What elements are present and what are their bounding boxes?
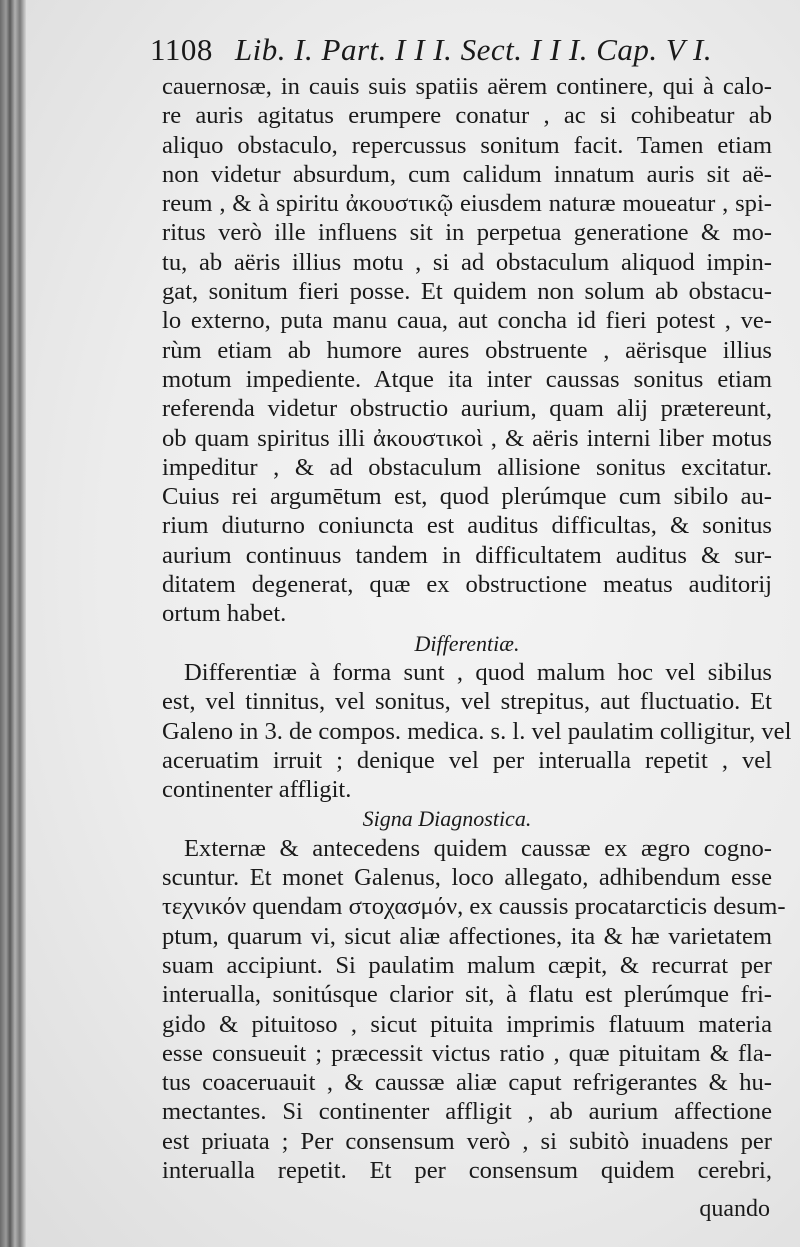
running-header [150,32,780,68]
text-line: interualla repetit. Et per consensum quidem cerebri, [162,1156,772,1184]
text-line: impeditur , & ad obstaculum allisione sonitus excitatur. [162,453,772,481]
text-line: aurium continuus tandem in difficultatem auditus & sur- [162,541,772,569]
text-line: gido & pituitoso , sicut pituita imprimis flatuum materia [162,1010,772,1038]
text-line: ptum, quarum vi, sicut aliæ affectiones, ita & hæ varietatem [162,922,772,950]
text-line: Cuius rei argumētum est, quod plerúmque cum sibilo au- [162,483,772,511]
text-line: suam accipiunt. Si paulatim malum cæpit, & recurrat per [162,951,772,979]
paragraph-block-2 [162,658,792,804]
catchword: quando [699,1196,770,1222]
book-binding [0,0,26,1247]
text-line: tus coaceruauit , & caussæ aliæ caput refrigerantes & hu- [162,1069,772,1097]
text-line: ob quam spiritus illi ἀκουστικοὶ , & aëris interni liber motus [162,424,772,452]
text-line: ditatem degenerat, quæ ex obstructione meatus auditorij [162,571,772,599]
text-line: lo externo, puta manu caua, aut concha id fieri potest , ve- [162,307,772,335]
text-line: Externæ & antecedens quidem caussæ ex ægro cogno- [184,834,772,862]
text-line: scuntur. Et monet Galenus, loco allegato, adhibendum esse [162,864,772,892]
paragraph-block-1 [162,72,772,629]
text-line: Differentiæ à forma sunt , quod malum hoc vel sibilus [184,658,772,686]
text-line: motum impediente. Atque ita inter caussas sonitus etiam [162,365,772,393]
section-heading-signa: Signa Diagnostica. [362,806,532,832]
text-line: non videtur absurdum, cum calidum innatum auris sit aë- [162,160,772,188]
text-line: rùm etiam ab humore aures obstruente , aërisque illius [162,336,772,364]
text-line: rium diuturno coniuncta est auditus difficultas, & sonitus [162,512,772,540]
text-line: aceruatim irruit ; denique vel per interualla repetit , vel [162,746,772,774]
section-heading-differentiae: Differentiæ. [414,630,520,656]
text-line: reum , & à spiritu ἀκουστικῷ eiusdem naturæ moueatur , spi- [162,190,772,218]
text-line: τεχνικόν quendam στοχασμόν, ex caussis procatarcticis desum- [162,893,786,921]
page-number: 1108 [150,32,213,67]
text-line: esse consueuit ; præcessit victus ratio , quæ pituitam & fla- [162,1039,772,1067]
text-line: gat, sonitum fieri posse. Et quidem non solum ab obstacu- [162,278,772,306]
text-line: aliquo obstaculo, repercussus sonitum facit. Tamen etiam [162,131,772,159]
text-line: tu, ab aëris illius motu , si ad obstaculum aliquod impin- [162,248,772,276]
text-line: referenda videtur obstructio aurium, quam alij prætereunt, [162,395,772,423]
running-title: Lib. I. Part. I I I. Sect. I I I. Cap. V I. [234,32,713,67]
text-line: continenter affligit. [162,776,352,804]
text-line: est priuata ; Per consensum verò , si subitò inuadens per [162,1127,772,1155]
text-line: est, vel tinnitus, vel sonitus, vel strepitus, aut fluctuatio. Et [162,688,772,716]
text-line: re auris agitatus erumpere conatur , ac si cohibeatur ab [162,102,772,130]
text-line: Galeno in 3. de compos. medica. s. l. vel paulatim colligitur, vel [162,717,792,745]
text-line: mectantes. Si continenter affligit , ab aurium affectione [162,1098,772,1126]
paragraph-block-3 [162,834,786,1186]
text-line: cauernosæ, in cauis suis spatiis aërem continere, qui à calo- [162,73,772,100]
text-line: ortum habet. [162,600,287,628]
text-line: ritus verò ille influens sit in perpetua generatione & mo- [162,219,772,247]
body-text [162,72,792,1185]
text-line: interualla, sonitúsque clarior sit, à flatu est plerúmque fri- [162,981,772,1009]
